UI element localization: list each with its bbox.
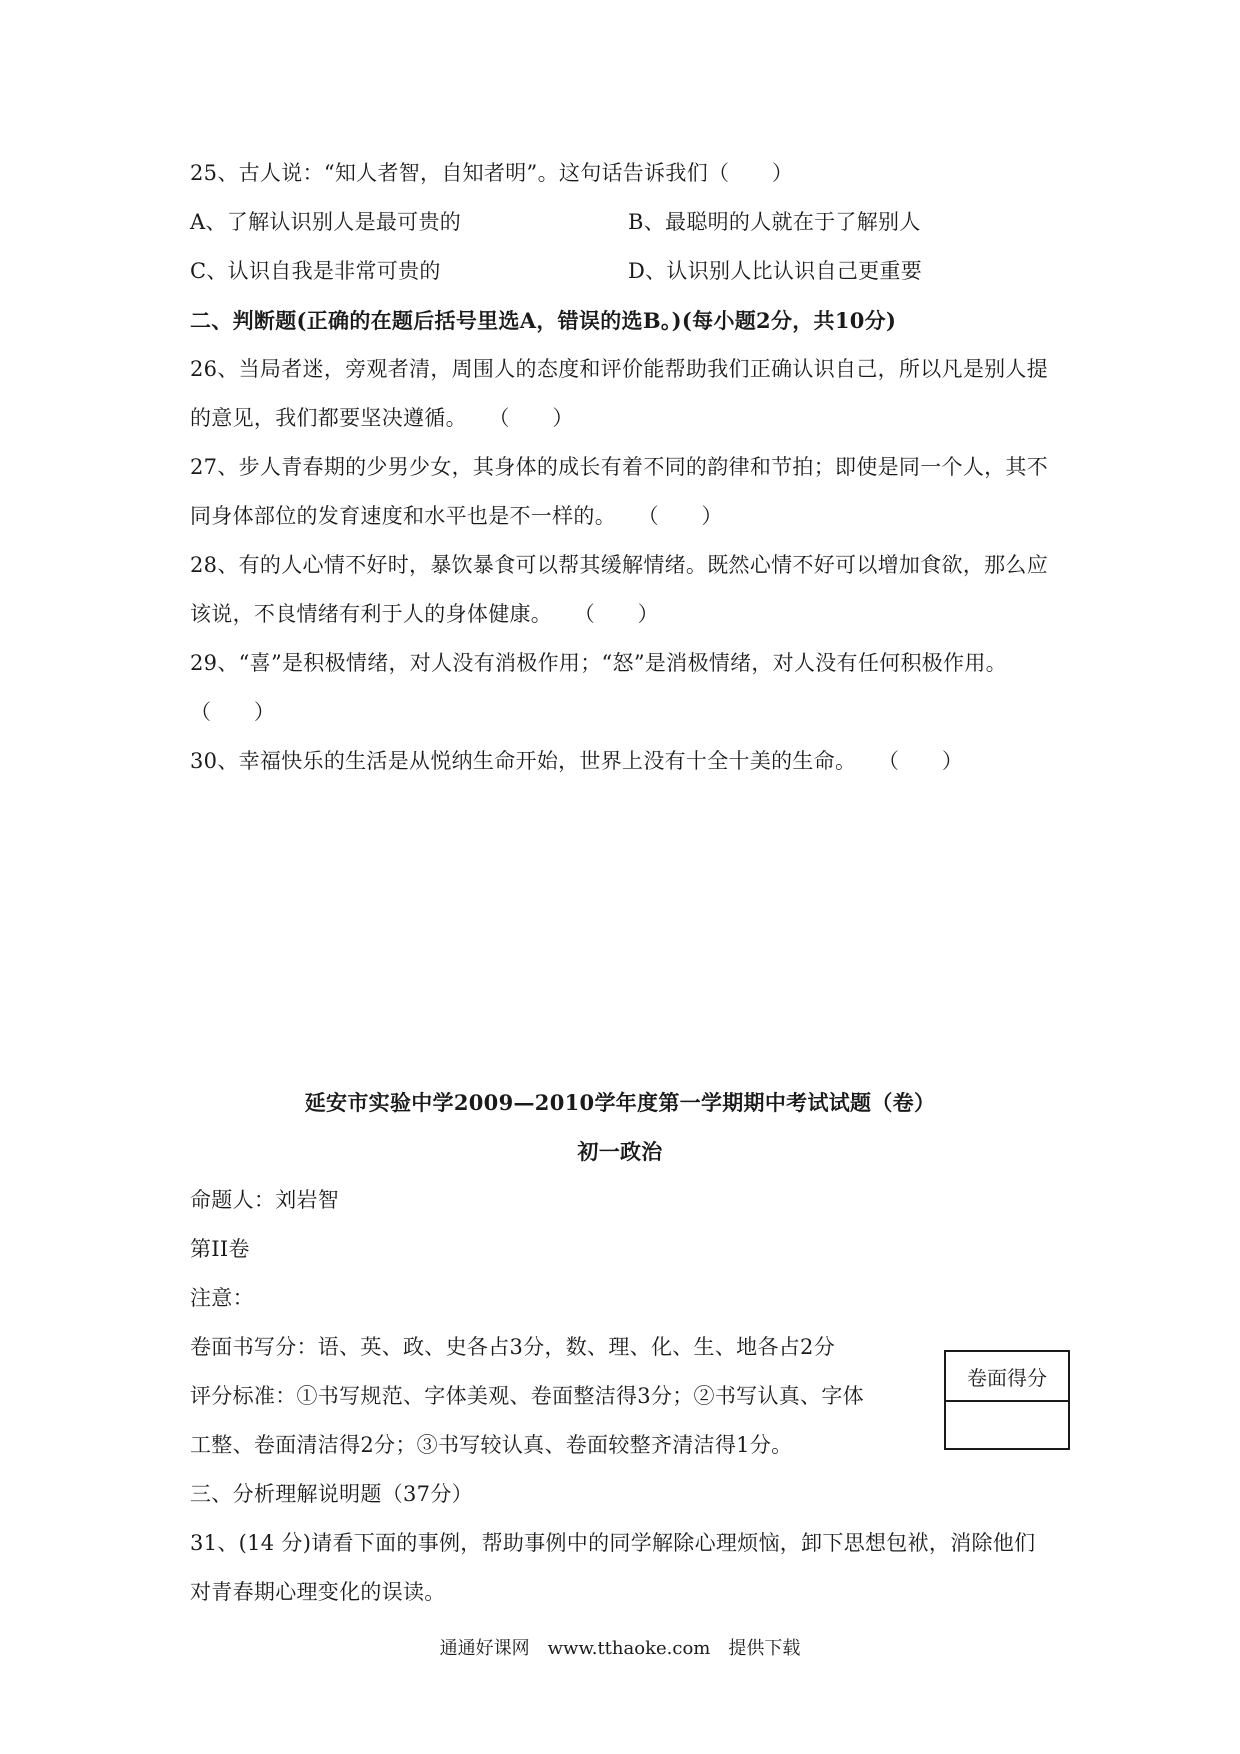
q29-line2: （ ） (190, 700, 276, 724)
score-box (944, 1350, 1070, 1450)
score-box-label: 卷面得分 (946, 1352, 1068, 1402)
q28-line2: 该说，不良情绪有利于人的身体健康。 （ ） (190, 602, 659, 626)
q26-line1: 26、当局者迷，旁观者清，周围人的态度和评价能帮助我们正确认识自己，所以凡是别人提 (190, 357, 1049, 381)
section3-title: 三、分析理解说明题（37分） (190, 1482, 473, 1506)
q25-option-d: D、认识别人比认识自己更重要 (628, 259, 923, 283)
q29-line1: 29、“喜”是积极情绪，对人没有消极作用；“怒”是消极情绪，对人没有任何积极作用。 (190, 651, 1007, 675)
notice-label: 注意： (190, 1286, 254, 1310)
score-box-blank (946, 1402, 1068, 1452)
exam-title: 延安市实验中学2009—2010学年度第一学期期中考试试题（卷） (304, 1090, 936, 1115)
q25-stem: 25、古人说：“知人者智，自知者明”。这句话告诉我们（ ） (190, 161, 794, 185)
footer-text: 通通好课网 www.tthaoke.com 提供下载 (439, 1638, 801, 1659)
q25-option-c: C、认识自我是非常可贵的 (190, 259, 441, 283)
writing-score-note: 卷面书写分：语、英、政、史各占3分，数、理、化、生、地各占2分 (190, 1335, 836, 1359)
q30: 30、幸福快乐的生活是从悦纳生命开始，世界上没有十全十美的生命。 （ ） (190, 749, 964, 773)
q25-option-a: A、了解认识别人是最可贵的 (190, 210, 462, 234)
q28-line1: 28、有的人心情不好时，暴饮暴食可以帮其缓解情绪。既然心情不好可以增加食欲，那么应 (190, 553, 1049, 577)
criteria-line1: 评分标准：①书写规范、字体美观、卷面整洁得3分；②书写认真、字体 (190, 1384, 864, 1408)
q26-line2: 的意见，我们都要坚决遵循。 （ ） (190, 406, 574, 430)
q31-line2: 对青春期心理变化的误读。 (190, 1580, 446, 1604)
q25-option-b: B、最聪明的人就在于了解别人 (628, 210, 921, 234)
criteria-line2: 工整、卷面清洁得2分；③书写较认真、卷面较整齐清洁得1分。 (190, 1433, 793, 1457)
author: 命题人：刘岩智 (190, 1188, 340, 1212)
subject-title: 初一政治 (577, 1139, 663, 1164)
section2-title: 二、判断题(正确的在题后括号里选A，错误的选B。)(每小题2分，共10分) (190, 308, 897, 333)
q31-line1: 31、(14 分)请看下面的事例，帮助事例中的同学解除心理烦恼，卸下思想包袱，消除他们 (190, 1531, 1036, 1555)
q27-line1: 27、步人青春期的少男少女，其身体的成长有着不同的韵律和节拍；即使是同一个人，其不 (190, 455, 1049, 479)
q27-line2: 同身体部位的发育速度和水平也是不一样的。 （ ） (190, 504, 723, 528)
volume-label: 第II卷 (190, 1237, 250, 1261)
